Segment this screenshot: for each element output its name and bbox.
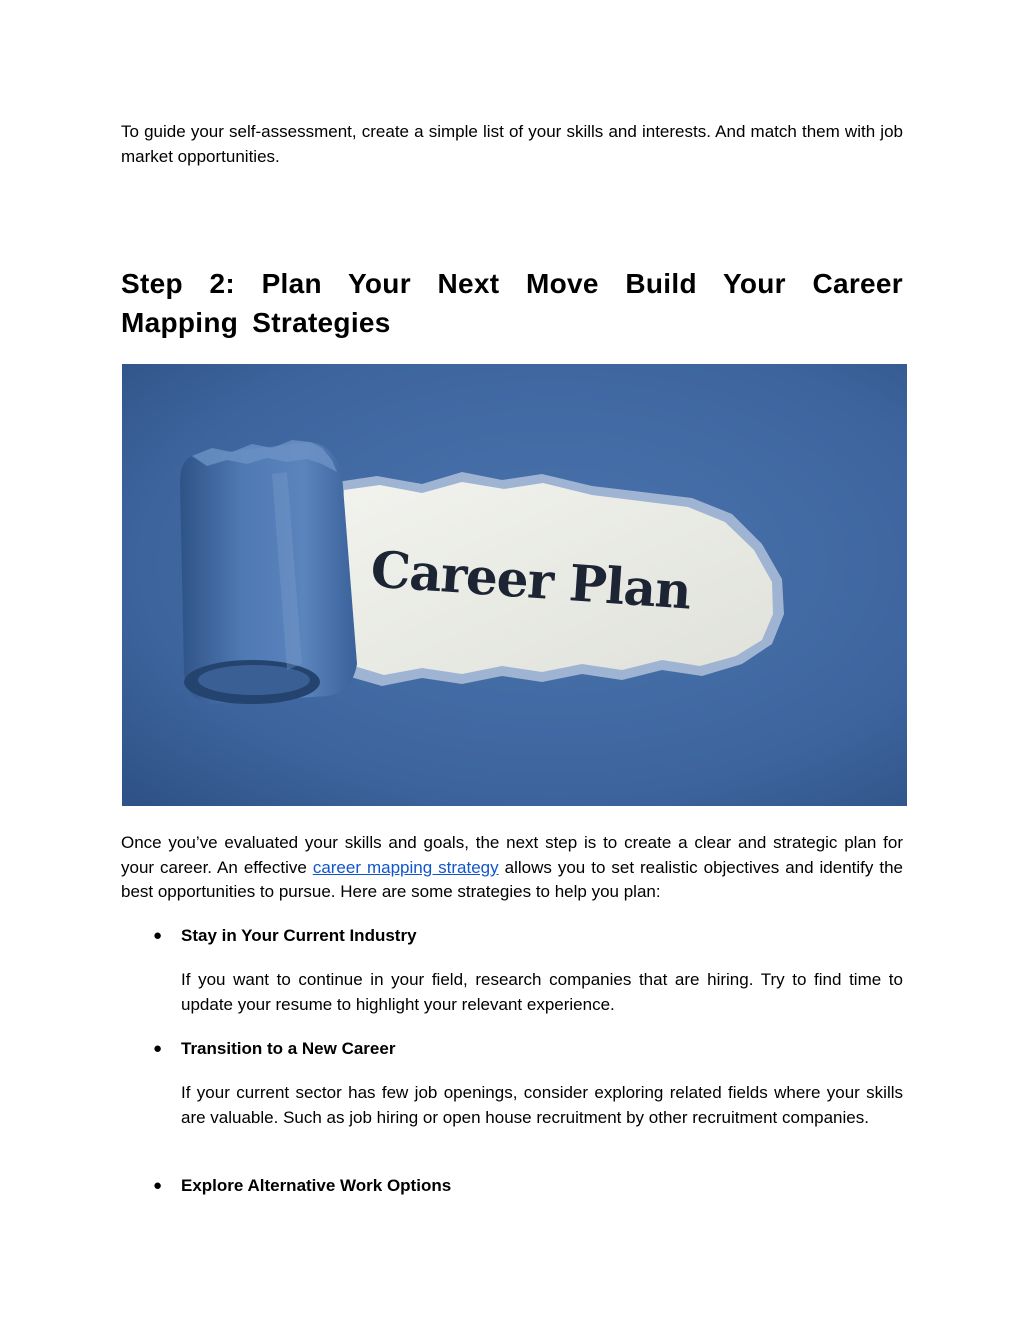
- strategy-title: Stay in Your Current Industry: [181, 926, 417, 945]
- bullet-icon: ●: [153, 1177, 163, 1194]
- body-text-end: allows you to set realistic objectives and identify the best opportunities to pursue. Here are some strategies to help you plan:: [121, 857, 904, 901]
- body-text-start: Once you’ve evaluated your skills and goals, the next step is to create a clear and strategic plan for your career. An effective: [121, 833, 903, 877]
- intro-paragraph: To guide your self-assessment, create a simple list of your skills and interests. And match them with job market opportunities.: [121, 122, 903, 166]
- section-heading: Step 2: Plan Your Next Move Build Your Career Mapping Strategies: [121, 268, 903, 338]
- strategy-title: Explore Alternative Work Options: [181, 1176, 452, 1195]
- career-mapping-strategy-link[interactable]: career mapping strategy: [312, 857, 499, 877]
- bullet-icon: ●: [153, 927, 163, 944]
- career-plan-illustration: [122, 364, 907, 806]
- body-paragraph: [121, 831, 903, 905]
- career-plan-image: [122, 364, 907, 806]
- bullet-icon: ●: [153, 1040, 163, 1057]
- strategy-description: If your current sector has few job openings, consider exploring related fields where your skills are valuable. Such as job hiring or open house recruitment by other recruitment companies.: [181, 1083, 903, 1127]
- strategy-title: Transition to a New Career: [181, 1039, 396, 1058]
- strategy-description: If you want to continue in your field, research companies that are hiring. Try to find time to update your resume to highlight your relevant experience.: [181, 970, 903, 1014]
- career-plan-text: Career Plan: [368, 539, 693, 621]
